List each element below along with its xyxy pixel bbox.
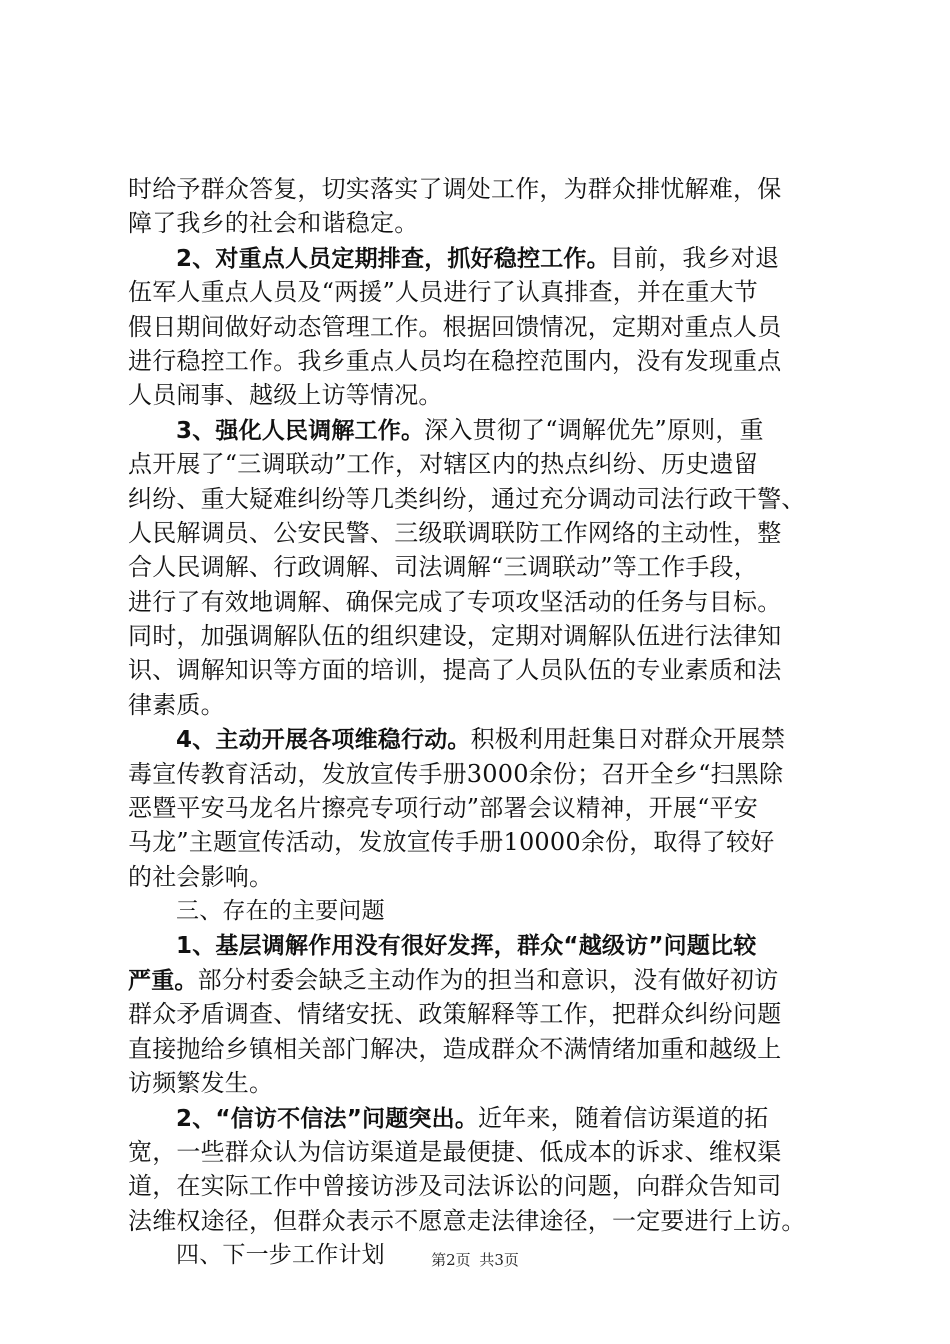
text-line: 马龙”主题宣传活动，发放宣传手册10000余份，取得了较好 — [128, 828, 775, 857]
text-line: 恶暨平安马龙名片擦亮专项行动”部署会议精神，开展“平安 — [128, 794, 758, 823]
text-line: 点开展了“三调联动”工作，对辖区内的热点纠纷、历史遗留 — [128, 450, 758, 479]
page-footer — [0, 1249, 950, 1270]
section-heading: 三、存在的主要问题 — [176, 898, 385, 925]
text-line: 人民解调员、公安民警、三级联调联防工作网络的主动性，整 — [128, 518, 782, 547]
item-title: 2、对重点人员定期排查，抓好稳控工作。 — [176, 245, 610, 272]
text-line: 伍军人重点人员及“两援”人员进行了认真排查，并在重大节 — [128, 278, 758, 307]
item-title: 严重。 — [128, 967, 198, 994]
page-number: 第2页 — [431, 1251, 471, 1269]
text-line: 道，在实际工作中曾接访涉及司法诉讼的问题，向群众告知司 — [128, 1172, 782, 1201]
text-line: 进行了有效地调解、确保完成了专项攻坚活动的任务与目标。 — [128, 587, 782, 616]
text-line: 障了我乡的社会和谐稳定。 — [128, 209, 419, 238]
text-line: 纠纷、重大疑难纠纷等几类纠纷，通过充分调动司法行政干警、 — [128, 484, 806, 513]
text-line: 进行稳控工作。我乡重点人员均在稳控范围内，没有发现重点 — [128, 346, 782, 375]
text-line: 直接抛给乡镇相关部门解决，造成群众不满情绪加重和越级上 — [128, 1034, 782, 1063]
paragraph-line — [128, 963, 828, 997]
paragraph-first-line — [128, 241, 828, 275]
text-segment: 目前，我乡对退 — [609, 243, 780, 272]
item-title: 2、“信访不信法”问题突出。 — [176, 1105, 479, 1132]
section-heading: 四、下一步工作计划 — [176, 1242, 385, 1269]
text-line: 的社会影响。 — [128, 862, 274, 891]
page-total: 共3页 — [479, 1251, 519, 1269]
text-line: 宽，一些群众认为信访渠道是最便捷、低成本的诉求、维权渠 — [128, 1137, 782, 1166]
item-title: 4、主动开展各项维稳行动。 — [176, 727, 471, 754]
text-line: 时给予群众答复，切实落实了调处工作，为群众排忧解难，保 — [128, 175, 782, 203]
paragraph-first-line — [128, 1101, 828, 1135]
text-line: 毒宣传教育活动，发放宣传手册3000余份；召开全乡“扫黑除 — [128, 759, 784, 788]
text-line: 人员闹事、越级上访等情况。 — [128, 381, 443, 410]
item-title: 1、基层调解作用没有很好发挥，群众“越级访”问题比较 — [176, 932, 757, 959]
text-line: 合人民调解、行政调解、司法调解“三调联动”等工作手段， — [128, 553, 758, 582]
text-line: 访频繁发生。 — [128, 1069, 274, 1098]
text-segment: 近年来，随着信访渠道的拓 — [478, 1103, 769, 1132]
text-segment: 积极利用赶集日对群众开展禁 — [470, 725, 786, 754]
text-line: 假日期间做好动态管理工作。根据回馈情况，定期对重点人员 — [128, 312, 782, 341]
text-segment: 部分村委会缺乏主动作为的担当和意识，没有做好初访 — [197, 965, 779, 994]
paragraph-first-line — [128, 722, 828, 756]
text-line: 法维权途径，但群众表示不愿意走法律途径，一定要进行上访。 — [128, 1206, 806, 1235]
text-line: 识、调解知识等方面的培训，提高了人员队伍的专业素质和法 — [128, 656, 782, 685]
paragraph-first-line — [128, 413, 828, 447]
text-segment: 深入贯彻了“调解优先”原则，重 — [424, 415, 764, 444]
text-line: 律素质。 — [128, 690, 225, 719]
document-body — [128, 172, 828, 1273]
item-title: 3、强化人民调解工作。 — [176, 417, 425, 444]
text-line: 群众矛盾调查、情绪安抚、政策解释等工作，把群众纠纷问题 — [128, 1000, 782, 1029]
text-line: 同时，加强调解队伍的组织建设，定期对调解队伍进行法律知 — [128, 622, 782, 651]
